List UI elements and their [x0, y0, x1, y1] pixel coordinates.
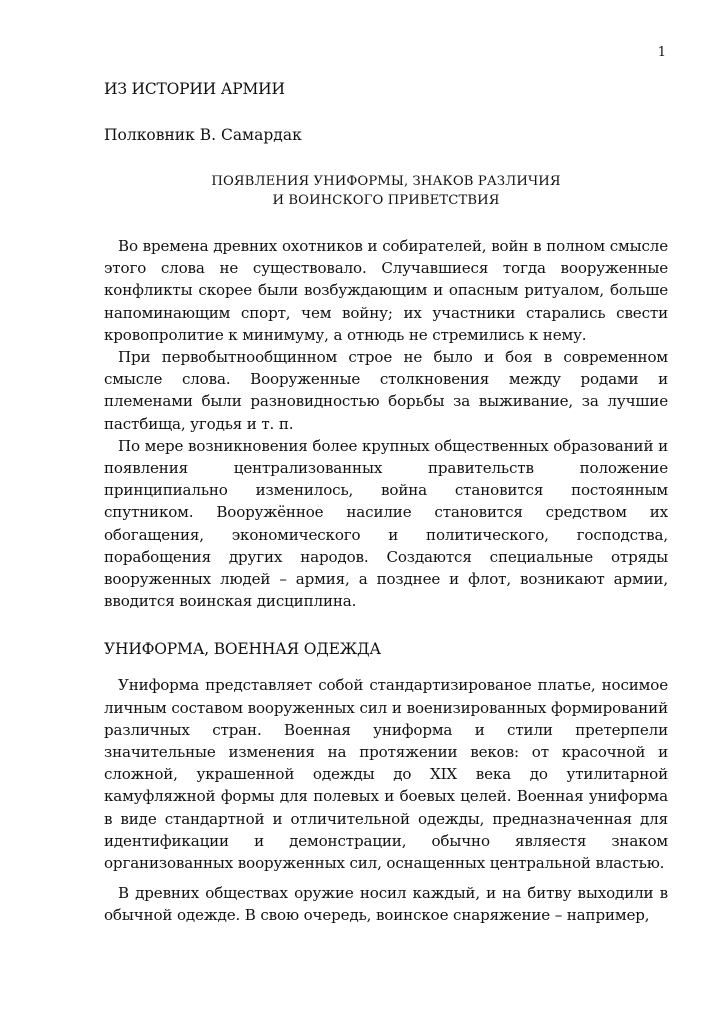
paragraph-4: Униформа представляет собой стандартизированое платье, носимое личным составом вооруженных сил и военизированных формирований различных стран. Военная униформа и стили претерпели значительные изменения на протяжении веков: от красочной и сложной, украшенной одежды до XIX века до утилитарной камуфляжной формы для полевых и боевых целей. Военная униформа в виде стандартной и отличительной одежды, предназначенная для идентификации и демонстрации, обычно являестя знаком организованных вооруженных сил, оснащенных центральной властью. [104, 676, 668, 873]
uniform-section-heading: УНИФОРМА, ВОЕННАЯ ОДЕЖДА [104, 640, 381, 659]
title-line-2: И ВОИНСКОГО ПРИВЕТСТВИЯ [272, 193, 500, 208]
paragraph-3: По мере возникновения более крупных общественных образований и появления централизованных правительств положение принципиально изменилось, война становится постоянным спутником. Вооружённое насилие становится средством их обогащения, экономического и политического, господства, порабощения других народов. Создаются специальные отряды вооруженных людей – армия, а позднее и флот, возникают армии, вводится воинская дисциплина. [104, 436, 668, 611]
paragraph-5: В древних обществах оружие носил каждый, и на битву выходили в обычной одежде. В свою очередь, воинское снаряжение – например, [104, 884, 668, 925]
page-content [104, 78, 668, 927]
section-heading: ИЗ ИСТОРИИ АРМИИ [104, 80, 285, 98]
author-line: Полковник В. Самардак [104, 126, 302, 144]
page-number: 1 [657, 45, 666, 60]
uniform-section-text [104, 674, 668, 926]
title-line-1: ПОЯВЛЕНИЯ УНИФОРМЫ, ЗНАКОВ РАЗЛИЧИЯ [211, 174, 561, 189]
paragraph-2: При первобытнообщинном строе не было и боя в современном смысле слова. Вооруженные столкновения между родами и племенами были разновидностью борьбы за выживание, за лучшие пастбища, угодья и т. п. [104, 348, 668, 433]
intro-text [104, 235, 668, 612]
article-title [104, 172, 668, 210]
paragraph-1: Во времена древних охотников и собирателей, войн в полном смысле этого слова не существовало. Случавшиеся тогда вооруженные конфликты скорее были возбуждающим и опасным ритуалом, больше напоминающим спорт, чем войну; их участники старались свести кровопролитие к минимуму, а отнюдь не стремились к нему. [104, 237, 668, 344]
